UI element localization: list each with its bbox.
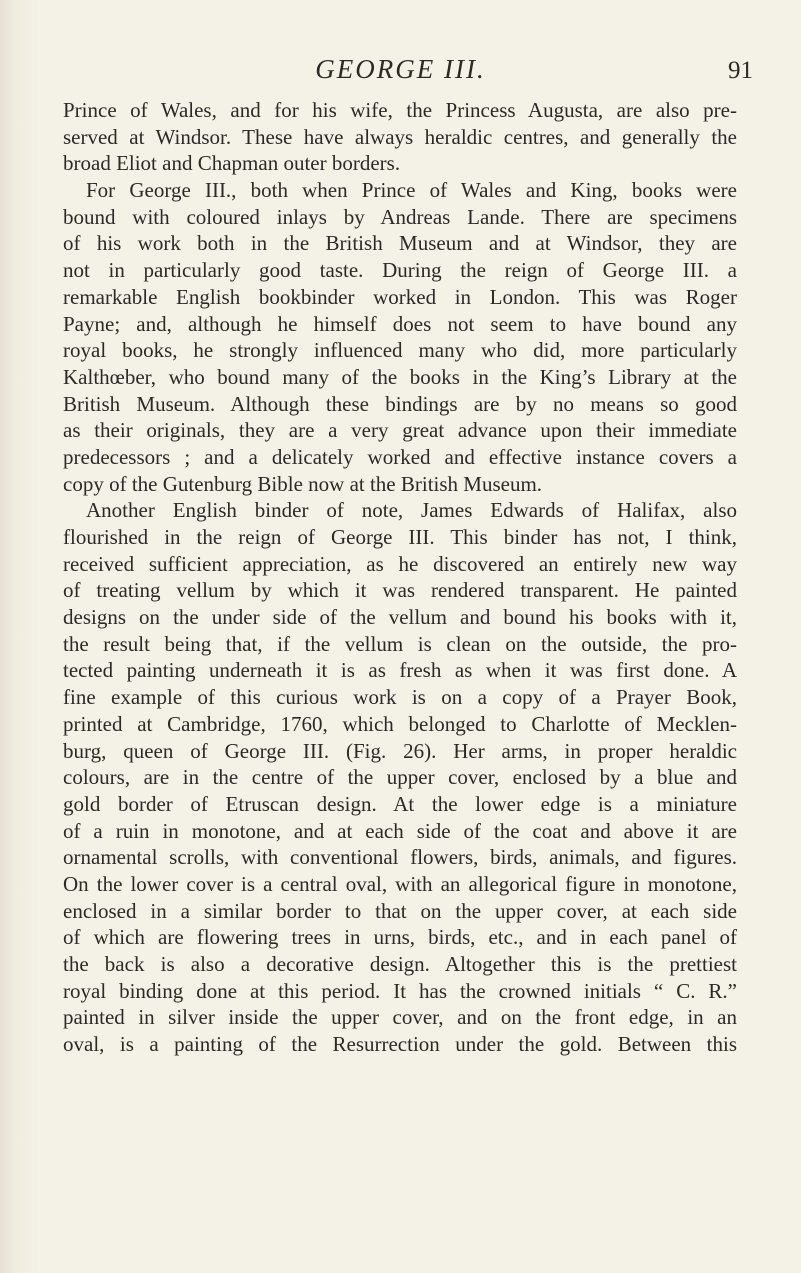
text-line: For George III., both when Prince of Wales and King, books were: [86, 178, 737, 203]
text-line: colours, are in the centre of the upper cover, enclosed by a blue and: [63, 765, 737, 790]
text-line: oval, is a painting of the Resurrection under the gold. Between this: [63, 1032, 737, 1057]
text-line: On the lower cover is a central oval, with an allegorical figure in monotone,: [63, 871, 737, 896]
text-line: royal binding done at this period. It has the crowned initials “ C. R.”: [63, 978, 737, 1003]
text-line: Another English binder of note, James Edwards of Halifax, also: [86, 498, 737, 523]
text-line: broad Eliot and Chapman outer borders.: [63, 151, 401, 176]
text-line: served at Windsor. These have always heraldic centres, and generally the: [63, 124, 737, 149]
text-line: painted in silver inside the upper cover, and on the front edge, in an: [63, 1005, 737, 1030]
text-line: British Museum. Although these bindings are by no means so good: [63, 391, 737, 416]
text-line: enclosed in a similar border to that on the upper cover, at each side: [63, 898, 737, 923]
text-line: remarkable English bookbinder worked in London. This was Roger: [63, 284, 737, 309]
text-line: Prince of Wales, and for his wife, the Princess Augusta, are also pre-: [63, 98, 737, 122]
text-line: predecessors ; and a delicately worked and effective instance covers a: [63, 444, 737, 469]
text-line: received sufficient appreciation, as he discovered an entirely new way: [63, 551, 737, 576]
text-line: not in particularly good taste. During the reign of George III. a: [63, 258, 737, 283]
running-head-title: GEORGE III.: [315, 54, 486, 84]
running-head: [0, 50, 801, 90]
page-number: 91: [728, 57, 753, 84]
text-line: flourished in the reign of George III. This binder has not, I think,: [63, 525, 737, 549]
text-line: of treating vellum by which it was rendered transparent. He painted: [63, 578, 737, 603]
text-line: Kalthœber, who bound many of the books in the King’s Library at the: [63, 364, 737, 389]
text-line: fine example of this curious work is on a copy of a Prayer Book,: [63, 685, 737, 710]
text-line: as their originals, they are a very great advance upon their immediate: [63, 418, 737, 443]
text-line: bound with coloured inlays by Andreas Lande. There are specimens: [63, 204, 737, 229]
text-line: of which are flowering trees in urns, birds, etc., and in each panel of: [63, 925, 737, 950]
text-line: burg, queen of George III. (Fig. 26). Her arms, in proper heraldic: [63, 738, 737, 763]
body-text: [63, 97, 737, 1058]
text-line: tected painting underneath it is as fresh as when it was first done. A: [63, 658, 737, 683]
text-line: printed at Cambridge, 1760, which belonged to Charlotte of Mecklen-: [63, 711, 737, 736]
text-line: of his work both in the British Museum and at Windsor, they are: [63, 231, 737, 256]
text-line: Payne; and, although he himself does not seem to have bound any: [63, 311, 737, 336]
text-line: gold border of Etruscan design. At the lower edge is a miniature: [63, 791, 737, 816]
text-line: royal books, he strongly influenced many who did, more particularly: [63, 338, 737, 363]
text-line: the result being that, if the vellum is clean on the outside, the pro-: [63, 631, 737, 656]
text-line: ornamental scrolls, with conventional flowers, birds, animals, and figures.: [63, 845, 737, 870]
text-line: the back is also a decorative design. Altogether this is the prettiest: [63, 952, 737, 976]
text-line: designs on the under side of the vellum and bound his books with it,: [63, 605, 737, 630]
text-line: of a ruin in monotone, and at each side of the coat and above it are: [63, 818, 737, 843]
text-line: copy of the Gutenburg Bible now at the British Museum.: [63, 471, 543, 496]
